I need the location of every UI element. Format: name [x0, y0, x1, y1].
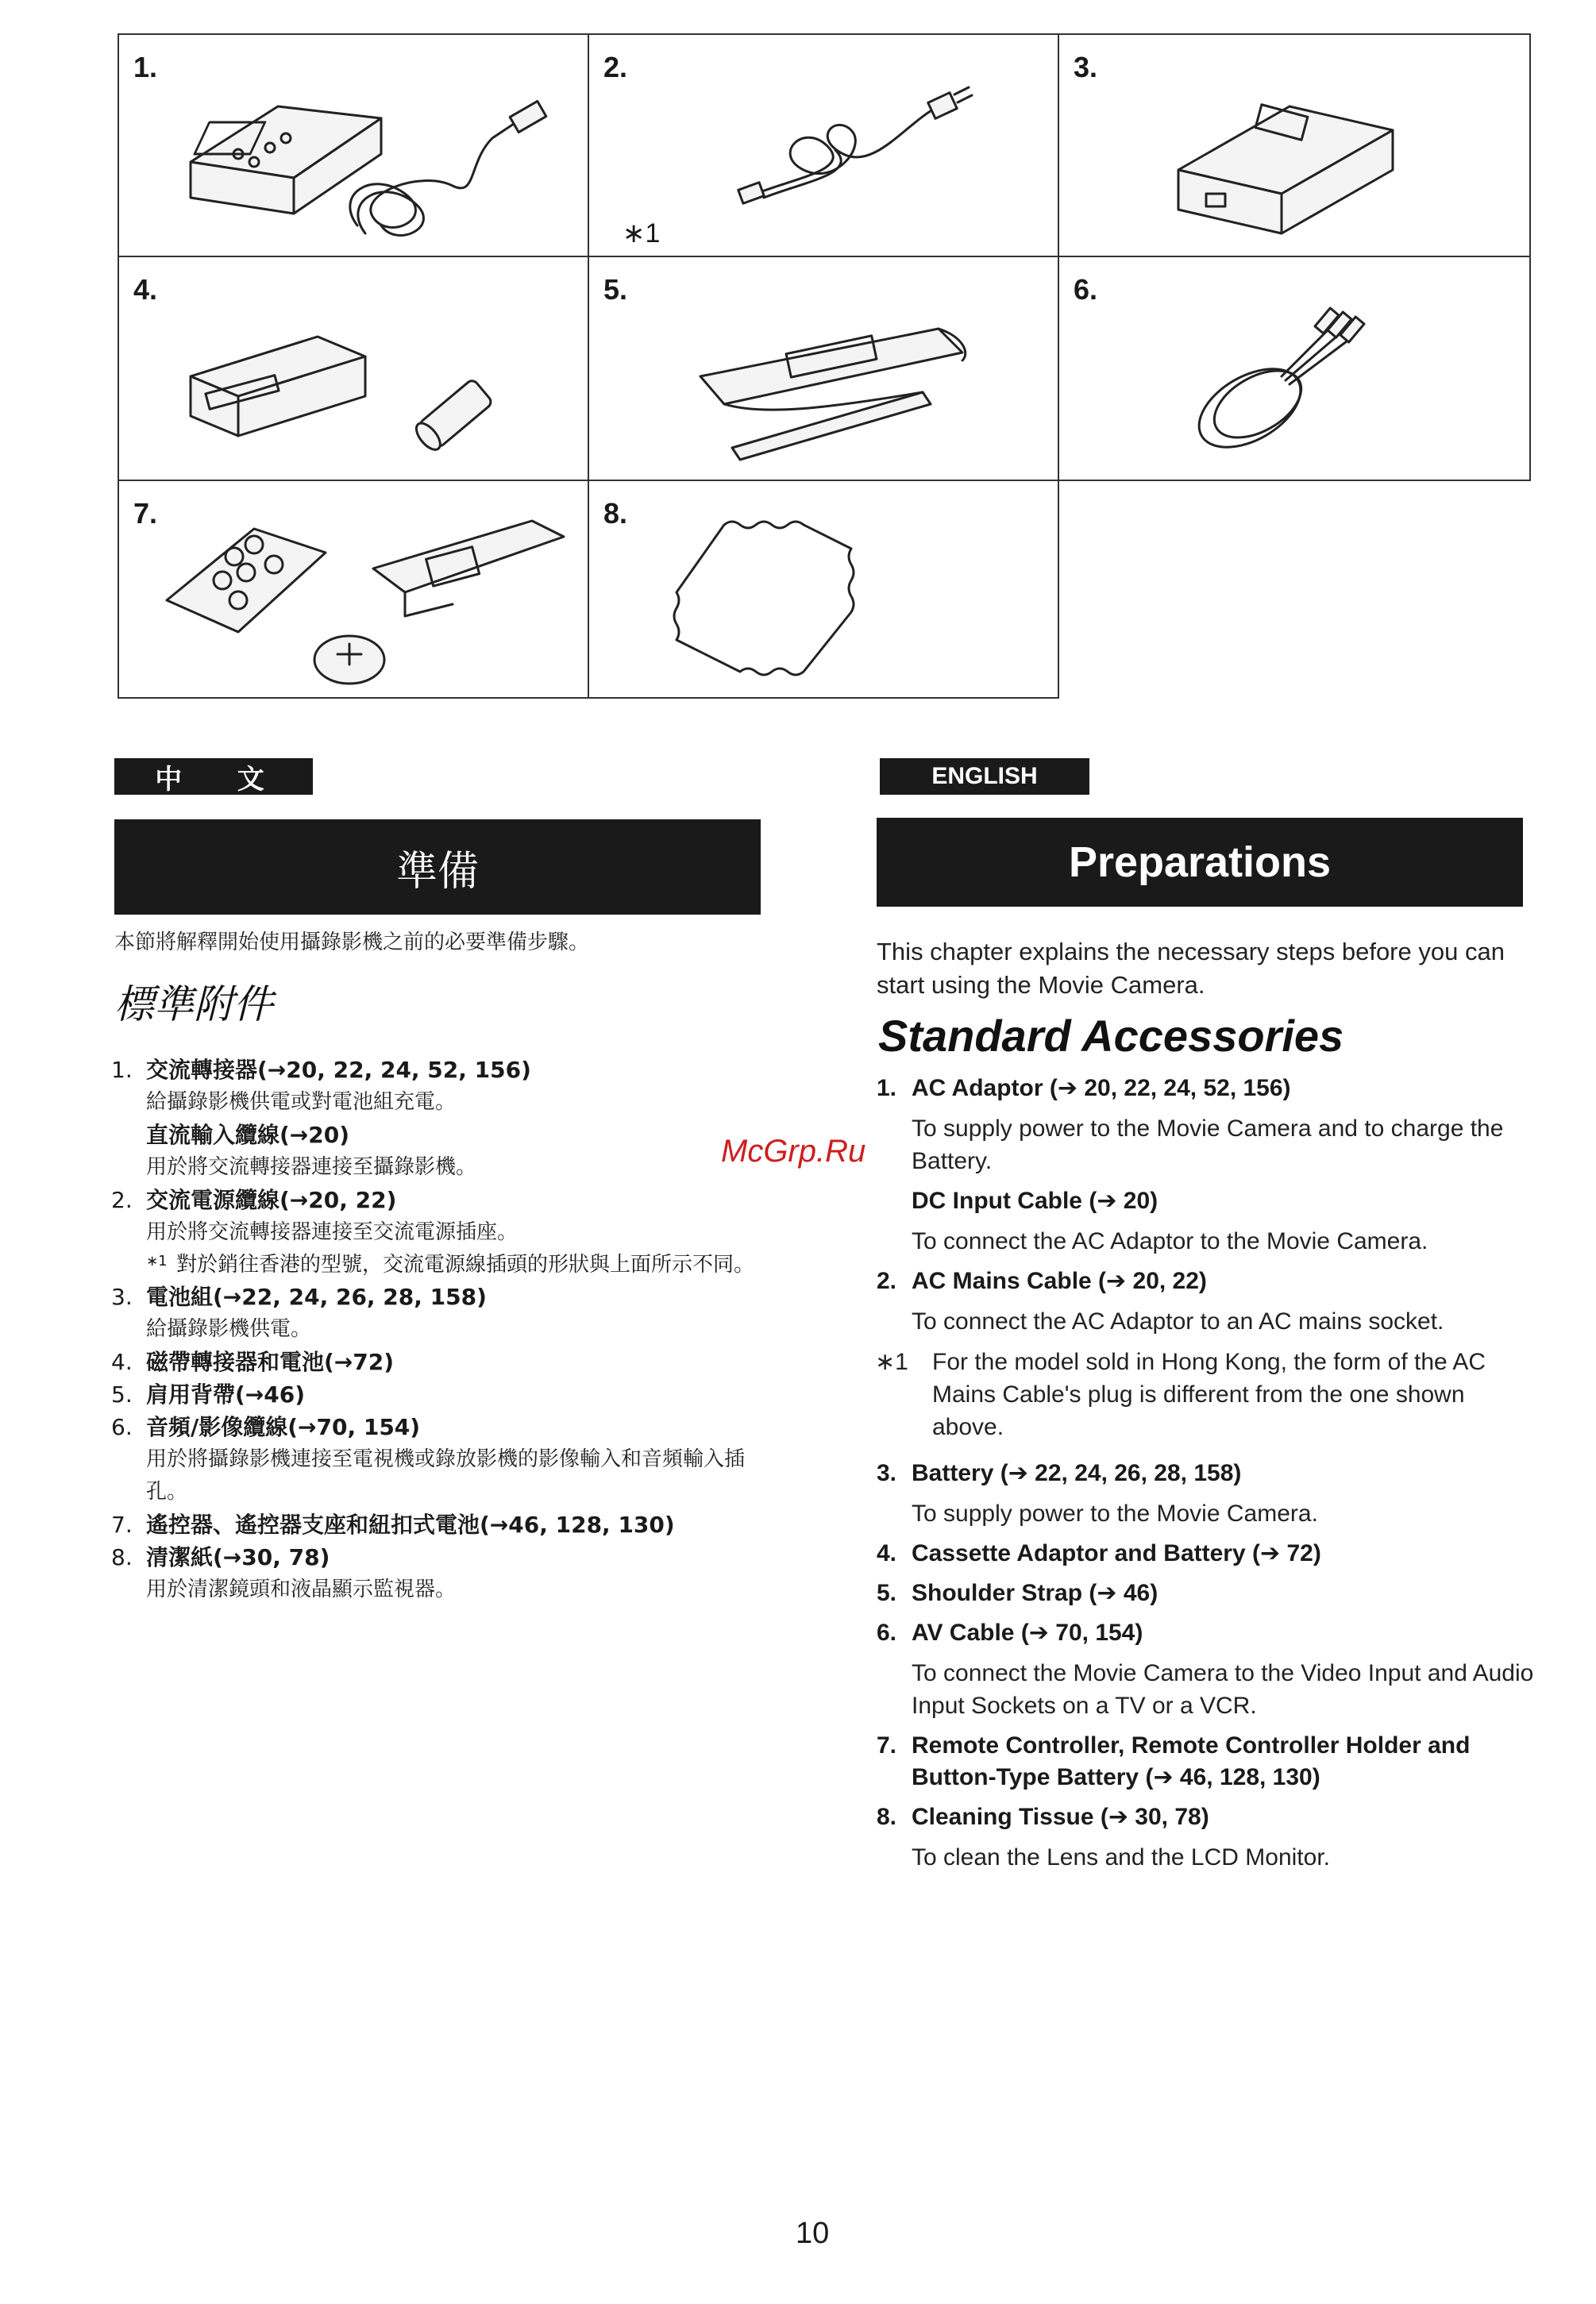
item-description: To supply power to the Movie Camera.	[912, 1501, 1318, 1527]
cell-number: 6.	[1074, 273, 1098, 306]
english-accessories-heading: Standard Accessories	[878, 1011, 1344, 1061]
battery-illustration	[1059, 35, 1532, 259]
accessory-cell-shoulder-strap	[588, 256, 1059, 481]
item-title: AV Cable (➔ 70, 154)	[912, 1620, 1143, 1646]
chinese-accessories-heading: 標準附件	[114, 981, 273, 1027]
item-number: 7.	[877, 1732, 897, 1759]
footnote-marker: ∗1	[875, 1349, 908, 1375]
english-list-item	[875, 1538, 1534, 1570]
item-title: Cleaning Tissue (➔ 30, 78)	[912, 1804, 1209, 1830]
item-footnote	[146, 1249, 762, 1281]
cell-number: 8.	[603, 497, 628, 530]
accessory-cell-cassette-adaptor	[118, 256, 589, 481]
english-column	[875, 935, 1534, 1882]
item-title: Cassette Adaptor and Battery (➔ 72)	[912, 1540, 1321, 1566]
chinese-intro: 本節將解釋開始使用攝錄影機之前的必要準備步驟。	[114, 930, 590, 954]
item-number: 3.	[111, 1284, 133, 1310]
english-list-item	[875, 1730, 1534, 1793]
chinese-list-item	[111, 1508, 762, 1541]
item-title: 交流電源纜線(→20, 22)	[146, 1187, 397, 1213]
english-list-item	[875, 1578, 1534, 1609]
footnote-text: 對於銷往香港的型號，交流電源線插頭的形狀與上面所示不同。	[176, 1253, 755, 1277]
page-number: 10	[796, 2217, 830, 2250]
item-number: 5.	[877, 1580, 897, 1606]
item-number: 4.	[877, 1540, 897, 1566]
item-description: To connect the AC Adaptor to an AC mains socket.	[912, 1308, 1444, 1335]
chinese-list-item	[111, 1541, 762, 1606]
item-description: 給攝錄影機供電或對電池組充電。	[146, 1090, 457, 1114]
item-description: To connect the Movie Camera to the Video Input and Audio Input Sockets on a TV or a VCR.	[912, 1660, 1534, 1719]
item-title: Remote Controller, Remote Controller Holder and Button-Type Battery (➔ 46, 128, 130)	[912, 1732, 1471, 1790]
cell-number: 5.	[603, 273, 628, 306]
chinese-language-tag: 中 文	[114, 758, 313, 795]
english-list-item	[875, 1617, 1534, 1722]
footnote-marker: ∗1	[146, 1253, 168, 1270]
chinese-list-item	[111, 1411, 762, 1508]
footnote-text: For the model sold in Hong Kong, the form of the AC Mains Cable's plug is different from the one shown above.	[932, 1349, 1486, 1440]
shoulder-strap-illustration	[589, 257, 1061, 483]
item-description: 用於清潔鏡頭和液晶顯示監視器。	[146, 1578, 457, 1601]
item-number: 1.	[877, 1075, 897, 1101]
footnote-marker: ∗1	[623, 218, 661, 249]
item-title: 音頻/影像纜線(→70, 154)	[146, 1414, 421, 1440]
item-title: 肩用背帶(→46)	[146, 1381, 306, 1408]
item-description: 給攝錄影機供電。	[146, 1317, 312, 1341]
item-number: 2.	[877, 1268, 897, 1294]
english-language-tag: ENGLISH	[880, 758, 1089, 795]
item-description: To clean the Lens and the LCD Monitor.	[912, 1844, 1330, 1871]
item-number: 7.	[111, 1512, 133, 1538]
english-list-item	[875, 1458, 1534, 1530]
cleaning-tissue-illustration	[589, 481, 1061, 700]
item-number: 6.	[877, 1620, 897, 1646]
item-number: 5.	[111, 1381, 133, 1408]
chinese-list-item	[111, 1184, 762, 1281]
cell-number: 7.	[133, 497, 158, 530]
remote-controller-illustration	[119, 481, 591, 700]
cell-number: 1.	[133, 51, 158, 83]
item-sub-description: To connect the AC Adaptor to the Movie Camera.	[912, 1228, 1428, 1254]
accessory-cell-remote-controller	[118, 480, 589, 699]
item-number: 4.	[111, 1349, 133, 1375]
accessory-cell-ac-adaptor	[118, 33, 589, 257]
chinese-list-item	[111, 1378, 762, 1411]
english-footnote	[875, 1346, 1534, 1443]
cell-number: 4.	[133, 273, 158, 306]
item-number: 2.	[111, 1187, 133, 1213]
accessory-cell-cleaning-tissue	[588, 480, 1059, 699]
item-description: 用於將交流轉接器連接至交流電源插座。	[146, 1220, 519, 1244]
item-title: 遙控器、遙控器支座和紐扣式電池(→46, 128, 130)	[146, 1512, 675, 1538]
item-subtitle: 直流輸入纜線(→20)	[146, 1122, 350, 1148]
item-description: 用於將攝錄影機連接至電視機或錄放影機的影像輸入和音頻輸入插孔。	[146, 1447, 746, 1504]
accessory-cell-battery	[1058, 33, 1531, 257]
english-section-title: Preparations	[877, 818, 1523, 907]
item-description: To supply power to the Movie Camera and to charge the Battery.	[912, 1115, 1504, 1174]
accessory-cell-ac-mains-cable	[588, 33, 1059, 257]
cassette-adaptor-illustration	[119, 257, 591, 483]
item-title: 清潔紙(→30, 78)	[146, 1544, 330, 1570]
av-cable-illustration	[1059, 257, 1532, 483]
item-title: Battery (➔ 22, 24, 26, 28, 158)	[912, 1460, 1242, 1486]
item-number: 3.	[877, 1460, 897, 1486]
item-title: 磁帶轉接器和電池(→72)	[146, 1349, 395, 1375]
english-intro: This chapter explains the necessary steps before you can start using the Movie Camera.	[877, 938, 1505, 999]
item-number: 8.	[111, 1544, 133, 1570]
chinese-column	[111, 926, 762, 1606]
chinese-list-item	[111, 1281, 762, 1346]
cell-number: 2.	[603, 51, 628, 83]
item-title: AC Mains Cable (➔ 20, 22)	[912, 1268, 1207, 1294]
item-sub-description: 用於將交流轉接器連接至攝錄影機。	[146, 1155, 477, 1179]
english-list-item	[875, 1266, 1534, 1338]
item-title: AC Adaptor (➔ 20, 22, 24, 52, 156)	[912, 1075, 1291, 1101]
item-number: 6.	[111, 1414, 133, 1440]
chinese-list-item	[111, 1346, 762, 1378]
english-list-item	[875, 1073, 1534, 1258]
cell-number: 3.	[1074, 51, 1098, 83]
item-title: Shoulder Strap (➔ 46)	[912, 1580, 1158, 1606]
english-list-item	[875, 1801, 1534, 1874]
item-subtitle: DC Input Cable (➔ 20)	[912, 1188, 1158, 1214]
chinese-section-title: 準備	[114, 819, 761, 915]
item-number: 8.	[877, 1804, 897, 1830]
watermark: McGrp.Ru	[721, 1134, 866, 1169]
item-title: 電池組(→22, 24, 26, 28, 158)	[146, 1284, 487, 1310]
item-number: 1.	[111, 1057, 133, 1083]
accessory-cell-av-cable	[1058, 256, 1531, 481]
accessories-illustration-grid	[118, 33, 1531, 699]
ac-adaptor-illustration	[119, 35, 591, 259]
item-title: 交流轉接器(→20, 22, 24, 52, 156)	[146, 1057, 531, 1083]
chinese-list-item	[111, 1054, 762, 1184]
